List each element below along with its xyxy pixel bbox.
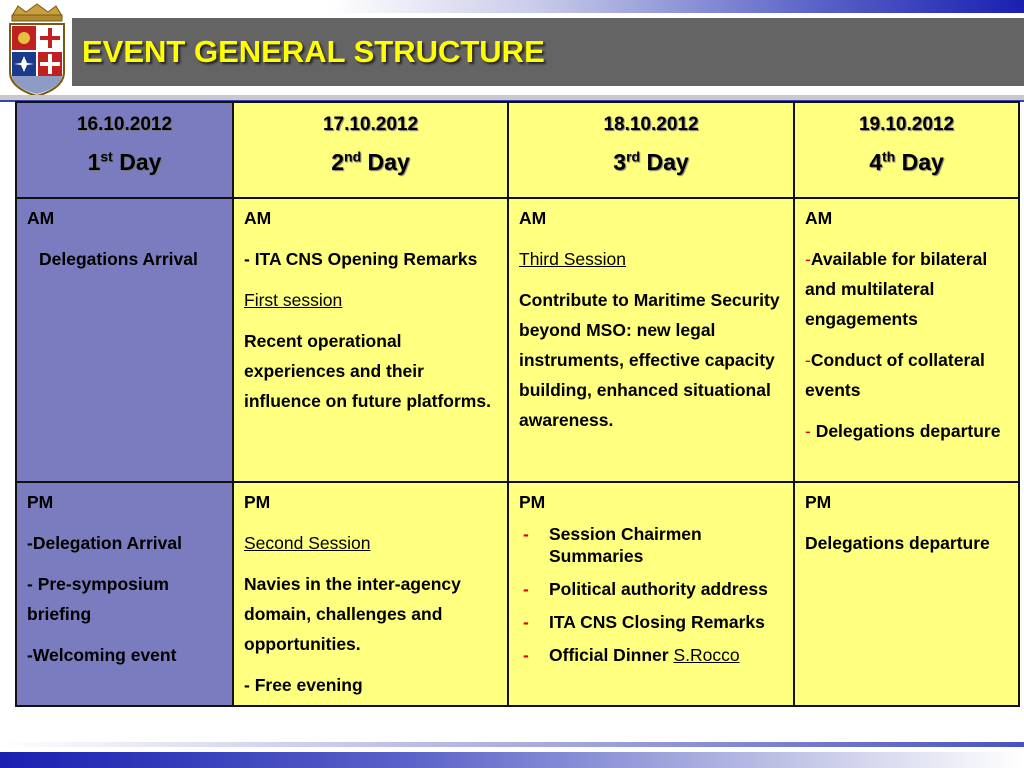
am-label: AM bbox=[805, 208, 833, 228]
list-item: - Session Chairmen Summaries bbox=[523, 524, 702, 566]
pm-day1-cell bbox=[16, 482, 233, 706]
list-item: - Political authority address bbox=[523, 579, 768, 599]
first-session-link[interactable]: First session bbox=[244, 290, 343, 310]
table-header-row bbox=[16, 102, 1019, 198]
am-day4-item: - Delegations departure bbox=[805, 421, 1001, 441]
navy-coat-of-arms-icon bbox=[4, 2, 70, 98]
pm-day2-free-evening: - Free evening bbox=[244, 675, 363, 695]
day-label: 4th Day bbox=[869, 148, 944, 175]
pm-label: PM bbox=[27, 492, 54, 512]
am-day4-cell bbox=[794, 198, 1019, 482]
dash-marker: - bbox=[805, 350, 811, 370]
am-label: AM bbox=[244, 208, 272, 228]
bottom-stripe-thin bbox=[0, 742, 1024, 747]
am-day2-description: Recent operational experiences and their influence on future platforms. bbox=[244, 331, 491, 411]
day-label: 2nd Day bbox=[331, 148, 410, 175]
pm-label: PM bbox=[244, 492, 271, 512]
dash-marker: - bbox=[805, 421, 811, 441]
pm-day3-cell bbox=[508, 482, 794, 706]
schedule-table bbox=[15, 101, 1020, 707]
dash-marker: - bbox=[523, 579, 529, 599]
pm-label: PM bbox=[805, 492, 832, 512]
pm-day1-item: -Welcoming event bbox=[27, 645, 177, 665]
pm-label: PM bbox=[519, 492, 546, 512]
am-day2-opening: - ITA CNS Opening Remarks bbox=[244, 249, 478, 269]
day-date: 16.10.2012 bbox=[76, 114, 173, 135]
day-header-4 bbox=[794, 102, 1019, 198]
pm-day1-item: -Delegation Arrival bbox=[27, 533, 182, 553]
day-date: 19.10.2012 bbox=[858, 114, 955, 135]
pm-day1-item: - Pre-symposium briefing bbox=[27, 574, 169, 624]
second-session-link[interactable]: Second Session bbox=[244, 533, 371, 553]
am-day1-cell bbox=[16, 198, 233, 482]
pm-row bbox=[16, 482, 1019, 706]
dash-marker: - bbox=[523, 612, 529, 632]
day-date: 18.10.2012 bbox=[603, 114, 699, 135]
pm-day2-description: Navies in the inter-agency domain, challenges and opportunities. bbox=[244, 574, 461, 654]
pm-day3-list bbox=[519, 523, 783, 666]
day-label: 3rd Day bbox=[613, 148, 689, 175]
am-day4-item: -Conduct of collateral events bbox=[805, 350, 985, 400]
list-item: - ITA CNS Closing Remarks bbox=[523, 612, 765, 632]
am-row bbox=[16, 198, 1019, 482]
dash-marker: - bbox=[805, 249, 811, 269]
dash-marker: - bbox=[523, 524, 529, 544]
day-header-1 bbox=[16, 102, 233, 198]
am-label: AM bbox=[519, 208, 547, 228]
pm-day4-departure: Delegations departure bbox=[805, 533, 990, 553]
am-day1-arrival: Delegations Arrival bbox=[39, 249, 198, 269]
s-rocco-link[interactable]: S.Rocco bbox=[673, 645, 740, 665]
pm-day2-cell bbox=[233, 482, 508, 706]
top-gradient-stripe bbox=[330, 0, 1024, 13]
day-header-2 bbox=[233, 102, 508, 198]
day-header-3 bbox=[508, 102, 794, 198]
list-item: - Official Dinner S.Rocco bbox=[523, 645, 740, 665]
am-day3-description: Contribute to Maritime Security beyond MSO: new legal instruments, effective capacity building, enhanced situational awareness. bbox=[519, 290, 780, 430]
slide-title: EVENT GENERAL STRUCTURE bbox=[82, 34, 545, 69]
am-day2-cell bbox=[233, 198, 508, 482]
am-day3-cell bbox=[508, 198, 794, 482]
dash-marker: - bbox=[523, 645, 529, 665]
am-label: AM bbox=[27, 208, 55, 228]
third-session-link[interactable]: Third Session bbox=[519, 249, 626, 269]
day-date: 17.10.2012 bbox=[322, 114, 419, 135]
pm-day4-cell bbox=[794, 482, 1019, 706]
am-day4-item: -Available for bilateral and multilateral engagements bbox=[805, 249, 988, 329]
bottom-stripe-thick bbox=[0, 752, 1024, 768]
day-label: 1st Day bbox=[87, 148, 162, 175]
